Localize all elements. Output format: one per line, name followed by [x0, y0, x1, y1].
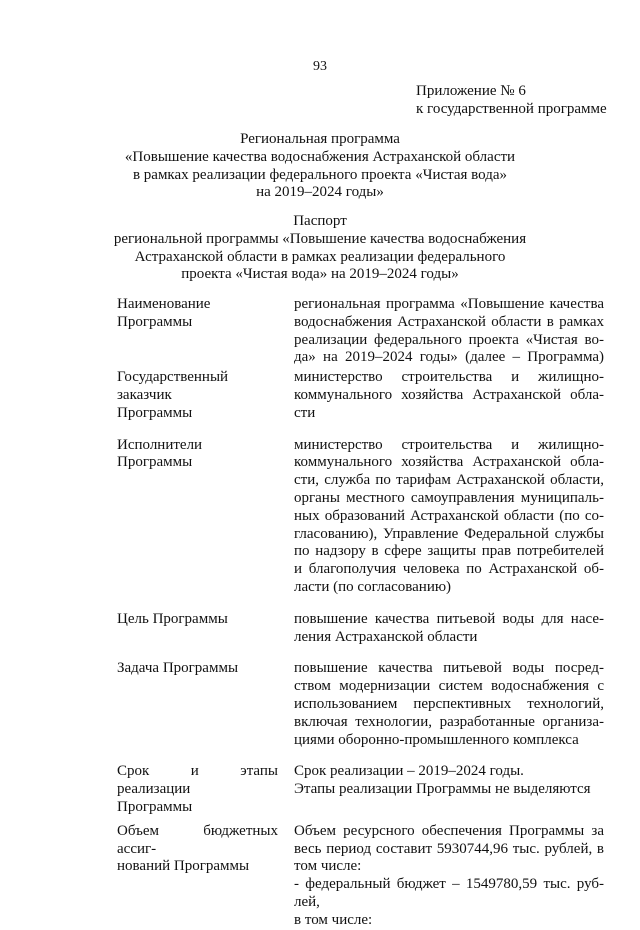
row-value: региональная программа «Повышение качества водоснабжения Астраханской области в рамках реализации федерального проекта «Чистая во- да» на 2019–2024 годы» (далее – Программа)	[294, 296, 604, 366]
table-row	[117, 296, 604, 367]
passport-heading	[90, 213, 550, 284]
table-row	[117, 437, 604, 597]
row-value: Срок реализации – 2019–2024 годы. Этапы реализации Программы не выделяются	[294, 763, 591, 798]
row-label: Государственный заказчик Программы	[117, 369, 229, 421]
passport-line-1: Паспорт	[293, 213, 347, 229]
appendix-note	[0, 83, 640, 119]
row-value: повышение качества питьевой воды посред- ством модернизации систем водоснабжения с использованием перспективных технологий, включая технологии, разработанные организа- циями оборонно-промышленного комплекса	[294, 660, 604, 748]
program-title	[90, 131, 550, 202]
passport-line-2: региональной программы «Повышение качества водоснабжения	[113, 230, 527, 247]
row-label: Исполнители Программы	[117, 436, 203, 471]
row-value: министерство строительства и жилищно- коммунального хозяйства Астраханской обла- сти	[294, 369, 604, 421]
passport-table	[117, 296, 604, 930]
row-label: Наименование Программы	[117, 296, 211, 330]
appendix-line-1: Приложение № 6	[416, 83, 526, 99]
title-line-1: Региональная программа	[240, 131, 400, 147]
row-label: Цель Программы	[117, 610, 228, 627]
row-value: министерство строительства и жилищно- коммунального хозяйства Астраханской обла- сти, служба по тарифам Астраханской области, органы местного самоуправления муниципаль- ных образований Астраханской области (по со- гласованию), Управление Федеральной службы по надзору в сфере защиты прав потребителей и благополучия человека по Астраханской об- ласти (по согласованию)	[294, 436, 604, 595]
title-line-3: в рамках реализации федерального проекта «Чистая вода»	[132, 166, 508, 183]
row-value: Объем ресурсного обеспечения Программы за весь период составит 5930744,96 тыс. рублей, в том числе: - федеральный бюджет – 1549780,59 тыс. руб- лей, в том числе:	[294, 822, 604, 928]
row-label: Срок и этапы реализации Программы	[117, 763, 278, 815]
title-line-2: «Повышение качества водоснабжения Астраханской области	[124, 148, 516, 165]
row-label: Задача Программы	[117, 660, 239, 677]
appendix-line-2: к государственной программе	[416, 100, 607, 117]
table-row	[117, 611, 604, 647]
passport-line-3: Астраханской области в рамках реализации федерального	[134, 248, 506, 265]
table-row	[117, 823, 604, 930]
page-number: 93	[313, 59, 327, 74]
row-label: Объем бюджетных ассиг- нований Программы	[117, 822, 278, 875]
table-row	[117, 660, 604, 749]
row-value: повышение качества питьевой воды для насе- ления Астраханской области	[294, 610, 604, 645]
table-row	[117, 763, 604, 816]
passport-line-4: проекта «Чистая вода» на 2019–2024 годы»	[181, 266, 459, 283]
table-row	[117, 369, 604, 422]
title-line-4: на 2019–2024 годы»	[256, 184, 384, 201]
